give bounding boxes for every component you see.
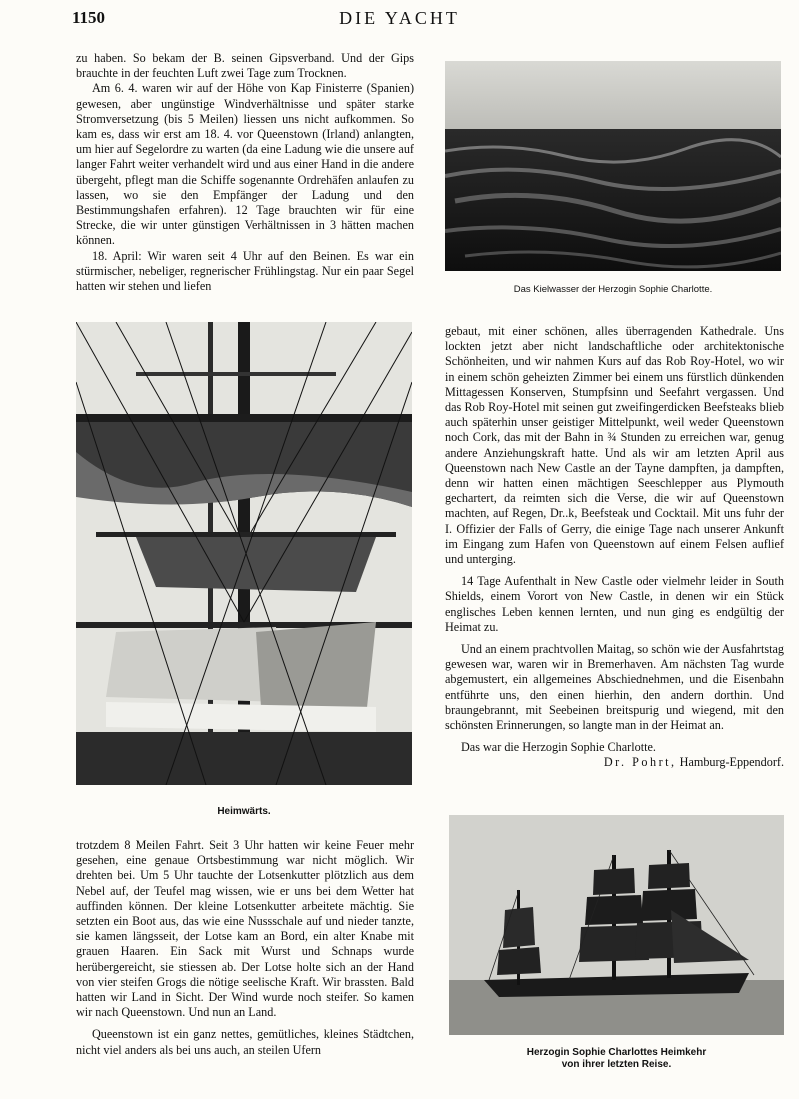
- text-column-mid-right: [445, 324, 784, 771]
- paragraph: Queenstown ist ein ganz nettes, gemütliches, kleines Städtchen, nicht viel anders als bei uns auch, an steilen Ufern: [76, 1027, 414, 1057]
- sea-wake-image: [445, 61, 781, 271]
- wake-photo: [445, 61, 781, 271]
- paragraph: Am 6. 4. waren wir auf der Höhe von Kap Finisterre (Spanien) gewesen, aber ungünstige Windverhältnisse und später starke Stromversetzung (bis 5 Meilen) liessen uns nicht aufkommen. So kam es, dass wir erst am 18. 4. vor Queenstown (Irland) anlangten, um hier auf Segelordre zu warten (da eine Ladung wie die unsere auf langer Fahrt weiter verhandelt wird und aus einer Hand in die andere übergeht, pflegt man die Schiffe sogenannte Ordrehäfen anlaufen zu lassen, wo sie den Empfänger der Ladung und den Bestimmungshafen erfahren). 12 Tage brauchten wir für eine Strecke, die wir unter günstigen Verhältnissen in 3 hätten machen können.: [76, 81, 414, 248]
- author-signature: [445, 755, 784, 770]
- paragraph: Das war die Herzogin Sophie Charlotte.: [461, 740, 656, 755]
- paragraph: gebaut, mit einer schönen, alles überragenden Kathedrale. Uns lockten jetzt aber nicht landschaftliche oder architektonische Schönheiten, und wir nahmen Kurs auf das Rob Roy-Hotel, wo wir in einem schön geheizten Zimmer bei einem uns fürstlich dünkenden Mittagessen Konserven, Stumpfsinn und Seefahrt vergassen. Und das Rob Roy-Hotel mit seinen gut zweifingerdicken Beefsteaks blieb auch späterhin unser geistiger Mittelpunkt, weil weder Queenstown noch Cork, das mit der Bahn in ¾ Stunden zu erreichen war, genug andere Anziehungskraft hatte. Und als wir am letzten April aus Queenstown nach New Castle an der Tayne dampften, ja dampften, denn wir hatten einen mächtigen Seeschlepper aus Plymouth gechartert, da reimten sich die Verse, die wir auf Queenstown machten, auf Regen, Dr..k, Beefsteak und Cocktail. Mit uns fuhr der I. Offizier der Falls of Gerry, die einige Tage nach unserer Ankunft im Eingang zum Hafen von Queenstown auf einem Felsen auflief und unterging.: [445, 324, 784, 567]
- caption-wake: Das Kielwasser der Herzogin Sophie Charlotte.: [513, 284, 713, 295]
- caption-homeward: Heimwärts.: [217, 806, 271, 817]
- sailing-ship-image: [449, 815, 784, 1035]
- paragraph: trotzdem 8 Meilen Fahrt. Seit 3 Uhr hatten wir keine Feuer mehr gesehen, eine genaue Ortsbestimmung war nicht möglich. Wir drehten bei. Um 5 Uhr tauchte der Lotsenkutter plötzlich aus dem Nebel auf, der Teufel mag wissen, wie er uns bei dem Wetter hat auffinden können. Der kleine Lotsenkutter arbeitete mächtig. Sie setzten ein Boot aus, das wie eine Nussschale auf und nieder tanzte, sie kamen längsseit, der Lotse kam an Bord, ein alter Knabe mit grauen Haaren. Ein Sack mit Wurst und Schnaps wurde herübergereicht, sie stiessen ab. Der Lotse holte sich an der Hand von vier steifen Grogs die nötige seelische Kraft. Wir brassten. Bald hatten wir Land in Sicht. Der Wind wurde noch steifer. So kamen wir nach Queenstown. Und nun an Land.: [76, 838, 414, 1020]
- author-name: Dr. Pohrt,: [603, 755, 677, 770]
- caption-ship: [449, 1047, 784, 1071]
- paragraph: Und an einem prachtvollen Maitag, so schön wie der Ausfahrtstag gewesen war, waren wir in Bremerhaven. Am nächsten Tag wurde abgemustert, ein allgemeines Abschiednehmen, und die Eisenbahn entführte uns, den einen hierhin, den andern dorthin. Und braungebrannt, mit Seebeinen breitspurig und wiegend, mit den schönsten Erinnerungen, so langte man in der Heimat an.: [445, 642, 784, 733]
- ship-photo: [449, 815, 784, 1035]
- paragraph: 18. April: Wir waren seit 4 Uhr auf den Beinen. Es war ein stürmischer, nebeliger, regnerischer Frühlingstag. Nur ein paar Segel hatten wir stehen und liefen: [76, 248, 414, 294]
- rigging-image: [76, 322, 412, 785]
- paragraph: 14 Tage Aufenthalt in New Castle oder vielmehr leider in South Shields, einem Vorort von New Castle, in denen wir ein Stück englisches Leben kennen lernten, und nun ging es endgültig der Heimat zu.: [445, 574, 784, 634]
- page-number: 1150: [72, 8, 106, 27]
- text-column-top-left: [76, 51, 414, 294]
- caption-ship-line1: Herzogin Sophie Charlottes Heimkehr: [526, 1047, 707, 1058]
- caption-ship-line2: von ihrer letzten Reise.: [561, 1059, 672, 1070]
- paragraph: zu haben. So bekam der B. seinen Gipsverband. Und der Gips brauchte in der feuchten Luft zwei Tage zum Trocknen.: [76, 51, 414, 81]
- journal-title: DIE YACHT: [339, 8, 460, 28]
- text-column-bottom-left: [76, 838, 414, 1058]
- author-place: Hamburg-Eppendorf.: [679, 755, 784, 770]
- homeward-photo: [76, 322, 412, 785]
